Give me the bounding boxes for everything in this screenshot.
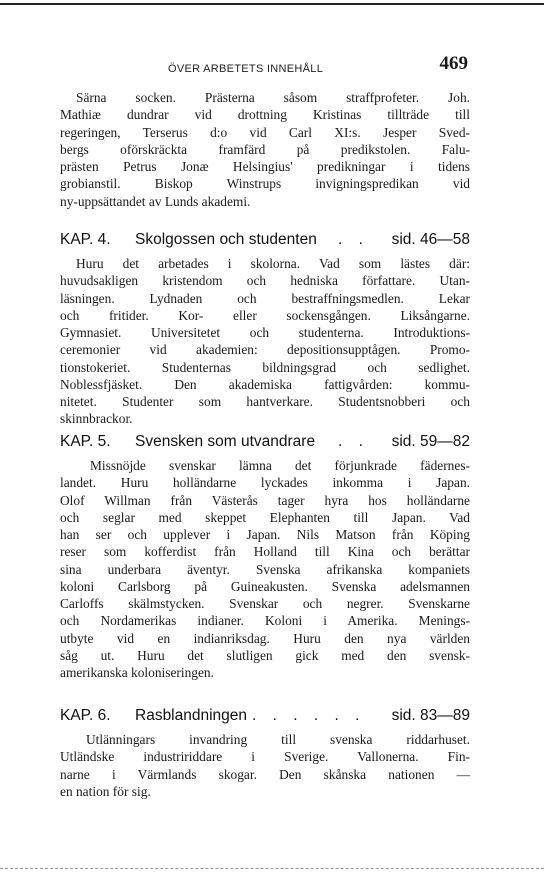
- page-number: 469: [439, 53, 468, 74]
- chapter-title: Skolgossen och studenten: [135, 231, 317, 248]
- text-line: ceremonier vid akademien: depositionsupptågen. Promo-: [60, 342, 470, 358]
- leader-dots: . .: [338, 433, 369, 450]
- text-line: grobianstil. Biskop Winstrups invigningspredikan vid: [60, 176, 470, 192]
- text-line: han ser och upplever i Japan. Nils Matson från Köping: [60, 527, 470, 542]
- chapter-label: KAP. 5.: [60, 433, 111, 450]
- text-line: amerikanska koloniseringen.: [60, 665, 214, 680]
- paragraph: [60, 89, 470, 210]
- page-header: [60, 50, 470, 80]
- text-line: Mathiæ dundrar vid drottning Kristinas tillträde till: [60, 107, 470, 123]
- chapter-5-summary: [60, 457, 470, 681]
- text-line: Utländske industririddare i Sverige. Vallonerna. Fin-: [60, 749, 470, 765]
- chapter-pages: sid. 46—58: [391, 231, 470, 248]
- bottom-rule: [0, 868, 544, 870]
- text-line: och Nordamerikas indianer. Koloni i Amerika. Menings-: [60, 613, 470, 629]
- paragraph: [60, 457, 470, 681]
- text-line: Utlänningars invandring till svenska riddarhuset.: [86, 732, 470, 747]
- text-line: huvudsakligen kristendom och hedniska författare. Utan-: [60, 273, 470, 289]
- chapter-title: Rasblandningen: [135, 707, 248, 724]
- text-line: reser som kofferdist från Holland till Kina och berättar: [60, 544, 470, 560]
- chapter-6-summary: [60, 731, 470, 800]
- chapter-label: KAP. 6.: [60, 707, 111, 724]
- chapter-heading-4: [60, 231, 470, 253]
- text-line: narne i Värmlands skogar. Den skånska nationen —: [60, 766, 470, 782]
- text-line: regeringen, Terserus d:o vid Carl XI:s. Jesper Sved-: [60, 124, 470, 140]
- text-line: sina underbara äventyr. Svenska afrikanska kompaniets: [60, 561, 470, 577]
- text-line: Huru det arbetades i skolorna. Vad som lästes där:: [76, 256, 470, 271]
- text-line: Missnöjde svenskar lämna det förjunkrade fädernes-: [90, 458, 470, 473]
- chapter-4-summary: [60, 255, 470, 428]
- text-line: Gymnasiet. Universitetet och studenterna. Introduktions-: [60, 325, 470, 340]
- chapter-pages: sid. 83—89: [391, 707, 470, 724]
- text-line: prästen Petrus Jonæ Helsingius' predikningar i tidens: [60, 159, 470, 174]
- text-line: nitetet. Studenter som hantverkare. Studentsnobberi och: [60, 394, 470, 409]
- text-line: koloni Carlsborg på Guineakusten. Svenska adelsmannen: [60, 578, 470, 594]
- text-line: landet. Huru holländarne lyckades inkomma i Japan.: [60, 475, 470, 491]
- top-rule: [0, 3, 544, 5]
- text-line: Noblessfjäsket. Den akademiska fattigvården: kommu-: [60, 376, 470, 392]
- text-line: Olof Willman från Västerås tager hyra hos holländarne: [60, 492, 470, 508]
- text-line: utbyte vid en indianriksdag. Huru den nya världen: [60, 630, 470, 646]
- text-line: bergs oförskräckta framfärd på predikstolen. Falu-: [60, 141, 470, 157]
- paragraph: [60, 731, 470, 800]
- leader-dots: . .: [338, 231, 369, 248]
- chapter-label: KAP. 4.: [60, 231, 111, 248]
- running-head: ÖVER ARBETETS INNEHÅLL: [168, 63, 324, 75]
- text-line: Särna socken. Prästerna såsom straffprofeter. Joh.: [76, 90, 470, 105]
- chapter-pages: sid. 59—82: [391, 433, 470, 450]
- text-line: ny-uppsättandet av Lunds akademi.: [60, 193, 251, 209]
- chapter-title: Svensken som utvandrare: [135, 433, 316, 450]
- text-line: skinnbrackor.: [60, 411, 133, 427]
- chapter-heading-6: [60, 707, 470, 729]
- text-line: och seglar med skeppet Elephanten till Japan. Vad: [60, 509, 470, 525]
- text-line: en nation för sig.: [60, 783, 151, 799]
- paragraph: [60, 255, 470, 428]
- text-line: läsningen. Lydnaden och bestraffningsmedlen. Lekar: [60, 290, 470, 306]
- leader-dots: . . . . . .: [252, 707, 366, 724]
- chapter-heading-5: [60, 433, 470, 455]
- text-line: tionstokeriet. Studenternas bildningsgrad och sedlighet.: [60, 359, 470, 375]
- text-line: Carloffs skälmstycken. Svenskar och negrer. Svenskarne: [60, 596, 470, 611]
- text-line: och fritider. Kor- eller sockensgången. Liksångarne.: [60, 307, 470, 323]
- intro-paragraph: [60, 89, 470, 210]
- text-line: såg ut. Huru det slutligen gick med den svensk-: [60, 647, 470, 663]
